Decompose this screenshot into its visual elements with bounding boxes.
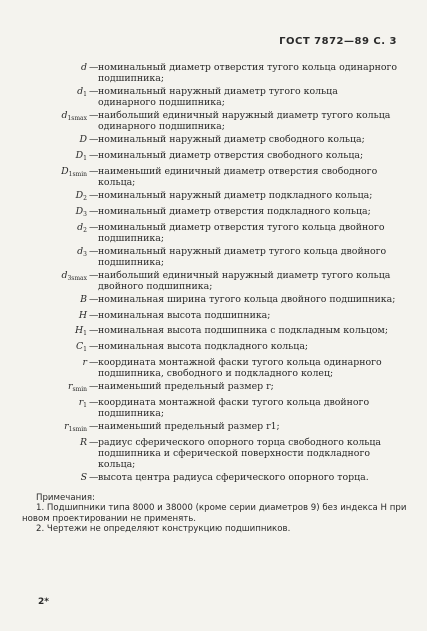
symbol-letter: r <box>64 421 69 433</box>
definition-row <box>0 246 427 269</box>
definition-symbol <box>0 472 89 486</box>
definition-dash: — <box>89 341 99 353</box>
definition-dash: — <box>89 325 99 337</box>
definition-row <box>0 270 427 293</box>
definition-symbol <box>0 310 89 324</box>
definition-text: номинальный диаметр отверстия тугого кольца двойного подшипника; <box>98 221 385 244</box>
definition-dash: — <box>89 472 99 484</box>
definition-text: координата монтажной фаски тугого кольца одинарного подшипника, свободного и подкладного колец; <box>98 357 382 380</box>
definition-dash: — <box>89 381 99 393</box>
definition-dash: — <box>89 221 99 233</box>
note-item: 2. Чертежи не определяют конструкцию подшипников. <box>36 524 291 535</box>
definition-dash: — <box>89 396 99 408</box>
definition-dash: — <box>89 205 99 217</box>
definition-row <box>0 110 427 133</box>
definition-dash: — <box>89 189 99 201</box>
definition-symbol <box>0 294 89 308</box>
symbol-subscript: 1smax <box>67 115 87 123</box>
symbol-letter: D <box>61 165 69 177</box>
definition-symbol <box>0 190 89 204</box>
definition-symbol <box>0 381 89 395</box>
symbol-letter: S <box>80 472 87 484</box>
definition-dash: — <box>89 150 99 162</box>
symbol-letter: R <box>79 436 87 448</box>
definition-dash: — <box>89 293 99 305</box>
definition-dash: — <box>89 421 99 433</box>
symbol-subscript: 1 <box>83 91 87 99</box>
definition-dash: — <box>89 269 99 281</box>
definition-row <box>0 381 427 395</box>
symbol-subscript: 1smin <box>68 426 87 434</box>
definitions-list <box>0 62 427 487</box>
symbol-letter: D <box>75 205 84 217</box>
definition-symbol <box>0 222 89 236</box>
definition-symbol <box>0 437 89 451</box>
definition-row <box>0 357 427 380</box>
notes-title: Примечания: <box>36 493 95 503</box>
definition-symbol <box>0 110 89 124</box>
symbol-subscript: 1 <box>83 330 87 338</box>
definition-row <box>0 150 427 164</box>
definition-dash: — <box>89 309 99 321</box>
definition-symbol <box>0 270 89 284</box>
definition-text: номинальный диаметр отверстия подкладного кольца; <box>98 205 371 217</box>
definition-symbol <box>0 341 89 355</box>
definition-row <box>0 397 427 420</box>
definition-text: номинальный наружный диаметр тугого кольца двойного подшипника; <box>98 245 387 268</box>
definition-text: номинальная высота подшипника с подкладным кольцом; <box>98 325 388 337</box>
definition-row <box>0 206 427 220</box>
symbol-letter: B <box>80 293 87 305</box>
definition-symbol <box>0 166 89 180</box>
definition-symbol <box>0 357 89 371</box>
definition-text: наименьший предельный размер r1; <box>98 421 280 433</box>
definition-text: номинальная высота подшипника; <box>98 309 271 321</box>
symbol-subscript: 1 <box>83 155 87 163</box>
definition-symbol <box>0 134 89 148</box>
definition-symbol <box>0 397 89 411</box>
symbol-letter: D <box>75 150 84 162</box>
symbol-letter: d <box>77 245 84 257</box>
definition-symbol <box>0 246 89 260</box>
symbol-subscript: 1smin <box>68 170 87 178</box>
definition-row <box>0 62 427 85</box>
definition-text: номинальный наружный диаметр свободного кольца; <box>98 134 365 146</box>
definition-row <box>0 190 427 204</box>
symbol-subscript: 3 <box>83 210 87 218</box>
definition-text: номинальная высота подкладного кольца; <box>98 341 309 353</box>
definition-row <box>0 222 427 245</box>
definition-text: радиус сферического опорного торца свободного кольца подшипника и сферической поверхности подкладного кольца; <box>98 436 382 471</box>
definition-dash: — <box>89 134 99 146</box>
definition-dash: — <box>89 86 99 98</box>
definition-text: номинальный диаметр отверстия тугого кольца одинарного подшипника; <box>98 62 398 85</box>
definition-dash: — <box>89 62 99 73</box>
symbol-letter: r <box>67 381 73 393</box>
symbol-letter: r <box>78 396 84 408</box>
notes-block <box>22 493 407 535</box>
definition-row <box>0 437 427 471</box>
definition-text: номинальный наружный диаметр подкладного кольца; <box>98 189 373 201</box>
definition-symbol <box>0 86 89 100</box>
definition-row <box>0 166 427 189</box>
note-item: 1. Подшипники типа 8000 и 38000 (кроме серии диаметров 9) без индекса Н при новом проектировании не применять. <box>22 503 407 524</box>
symbol-subscript: 3smax <box>67 274 87 282</box>
symbol-letter: d <box>61 269 68 281</box>
definition-dash: — <box>89 357 99 369</box>
definition-dash: — <box>89 110 99 122</box>
definition-text: высота центра радиуса сферического опорного торца. <box>98 472 369 484</box>
definition-text: номинальная ширина тугого кольца двойного подшипника; <box>98 293 396 305</box>
symbol-subscript: 3 <box>83 250 87 258</box>
definition-symbol <box>0 325 89 339</box>
symbol-letter: d <box>61 110 68 122</box>
definition-row <box>0 341 427 355</box>
definition-symbol <box>0 62 89 76</box>
definition-symbol <box>0 150 89 164</box>
symbol-subscript: 1 <box>83 346 87 354</box>
symbol-letter: H <box>74 325 84 337</box>
definition-text: наименьший предельный размер r; <box>98 381 274 393</box>
symbol-letter: C <box>75 341 84 353</box>
definition-row <box>0 310 427 324</box>
definition-dash: — <box>89 436 99 448</box>
symbol-subscript: 1 <box>83 401 87 409</box>
definition-text: координата монтажной фаски тугого кольца двойного подшипника; <box>98 396 370 420</box>
symbol-subscript: smin <box>72 386 87 394</box>
symbol-letter: d <box>77 86 84 98</box>
definition-text: наименьший единичный диаметр отверстия свободного кольца; <box>98 165 378 189</box>
symbol-letter: d <box>77 221 84 233</box>
symbol-letter: D <box>79 134 87 146</box>
symbol-subscript: 2 <box>83 194 87 202</box>
page-header: ГОСТ 7872—89 С. 3 <box>279 36 397 47</box>
definition-row <box>0 472 427 486</box>
definition-symbol <box>0 206 89 220</box>
definition-text: наибольший единичный наружный диаметр тугого кольца двойного подшипника; <box>98 269 391 293</box>
symbol-letter: d <box>80 62 87 73</box>
definition-dash: — <box>89 165 99 177</box>
symbol-letter: H <box>78 309 87 321</box>
definition-row <box>0 294 427 308</box>
definition-symbol <box>0 421 89 435</box>
symbol-subscript: 2 <box>83 226 87 234</box>
definition-row <box>0 134 427 148</box>
definition-row <box>0 86 427 109</box>
definition-text: номинальный наружный диаметр тугого кольца одинарного подшипника; <box>98 86 338 109</box>
definition-dash: — <box>89 245 99 257</box>
definition-text: наибольший единичный наружный диаметр тугого кольца одинарного подшипника; <box>98 110 391 133</box>
definition-row <box>0 325 427 339</box>
definition-row <box>0 421 427 435</box>
page-number: 2* <box>38 597 49 607</box>
symbol-letter: r <box>82 357 87 369</box>
definition-text: номинальный диаметр отверстия свободного кольца; <box>98 150 364 162</box>
symbol-letter: D <box>75 189 84 201</box>
